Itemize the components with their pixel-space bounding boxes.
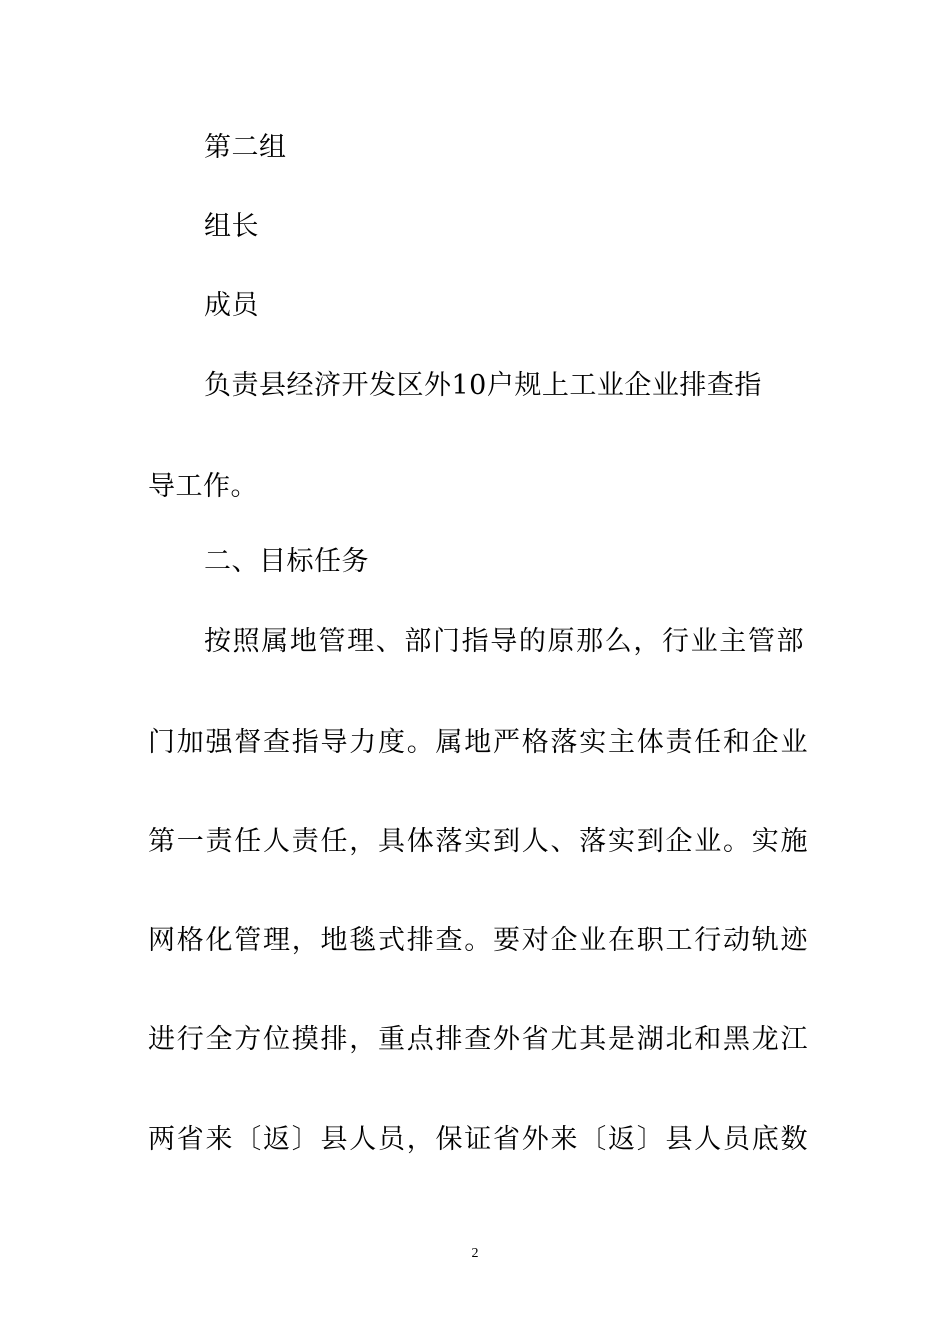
responsibility-line-1: 负责县经济开发区外10户规上工业企业排查指 [204, 370, 762, 401]
paragraph-line-1: 按照属地管理、部门指导的原那么，行业主管部 [204, 626, 804, 657]
paragraph-line-6: 两省来〔返〕县人员，保证省外来〔返〕县人员底数 [148, 1124, 808, 1155]
group-heading: 第二组 [204, 132, 287, 163]
paragraph-line-4: 网格化管理，地毯式排查。要对企业在职工行动轨迹 [148, 925, 808, 956]
leader-label: 组长 [204, 211, 259, 242]
paragraph-line-2: 门加强督查指导力度。属地严格落实主体责任和企业 [148, 727, 808, 758]
members-label: 成员 [204, 290, 259, 321]
section-heading: 二、目标任务 [204, 546, 369, 577]
page-number: 2 [471, 1246, 479, 1261]
responsibility-line-2: 导工作。 [148, 471, 258, 502]
paragraph-line-5: 进行全方位摸排，重点排查外省尤其是湖北和黑龙江 [148, 1024, 808, 1055]
paragraph-line-3: 第一责任人责任，具体落实到人、落实到企业。实施 [148, 826, 808, 857]
